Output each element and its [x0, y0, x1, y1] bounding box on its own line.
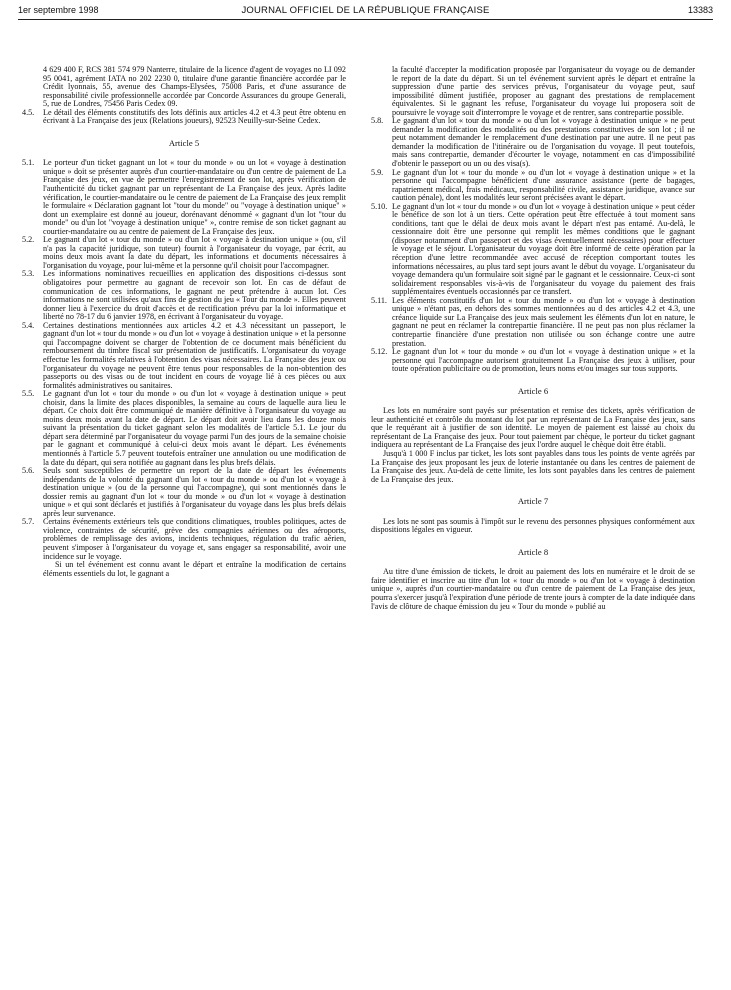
article-7-paragraph: Les lots ne sont pas soumis à l'impôt sur le revenu des personnes physiques conformément aux dispositions légales en vigueur.: [371, 516, 695, 535]
item-number: 5.1.: [22, 158, 35, 168]
header-rule: [18, 19, 713, 20]
article-5-11: [371, 297, 695, 348]
item-number: 5.9.: [371, 167, 384, 177]
page-header: [18, 5, 713, 19]
right-column: [371, 66, 695, 611]
article-6-title: Article 6: [517, 385, 549, 396]
item-text: Le gagnant d'un lot « tour du monde » ou d'un lot « voyage à destination unique » ne peut demander la modification des modalités ou des prestations constitutives de son lot ; il ne peut notamment demander le remplacement d'une destination par une autre. Il ne peut pas demander la modification de l'itinéraire ou de l'organisation du voyage. Il peut toutefois, mais sans contrepartie, demander d'écourter le voyage, notamment en cas d'impossibilité d'obtenir le passeport ou un ou des visa(s).: [392, 116, 695, 169]
article-5-7-continued: Si un tel événement est connu avant le départ et entraîne la modification de certains éléments essentiels du lot, le gagnant a: [43, 560, 346, 578]
item-text: Le gagnant d'un lot « tour du monde » ou d'un lot « voyage à destination unique » peut choisir, dans la limite des places disponibles, la semaine au cours de laquelle aura lieu le départ. Ce choix doit être communiqué de manière définitive à l'organisateur du voyage au moins deux mois avant la date de départ. Le départ doit avoir lieu dans les douze mois suivant la présentation du ticket gagnant selon les modalités de l'article 5.1. Le jour du départ sera déterminé par l'organisateur du voyage parmi l'un des jours de la semaine choisie par le gagnant et communiqué à celui-ci deux mois avant le départ. Les événements mentionnés à l'article 5.7 peuvent toutefois entraîner une annulation ou une modification de la date du départ, qui sera notifiée au gagnant dans les plus brefs délais.: [43, 389, 346, 467]
article-8-title: Article 8: [517, 546, 549, 557]
article-5-3: [22, 270, 346, 321]
item-number: 5.8.: [371, 116, 384, 126]
issue-date: 1er septembre 1998: [18, 5, 99, 15]
article-5-12: [371, 348, 695, 374]
article-5-10: [371, 203, 695, 297]
article-5-1: [22, 159, 346, 236]
item-text: Le gagnant d'un lot « tour du monde » ou d'un lot « voyage à destination unique » et la personne qui l'accompagne autorisent gratuitement La Française des jeux à utiliser, pour toute opération publicitaire ou de promotion, leurs noms et/ou images sur tous supports.: [392, 347, 695, 374]
item-number: 5.11.: [371, 295, 387, 305]
article-7-title: Article 7: [517, 496, 549, 507]
article-8-paragraph: Au titre d'une émission de tickets, le droit au paiement des lots en numéraire et le droit de se faire identifier et inscrire au titre d'un lot « tour du monde » ou d'un lot « voyage à destination unique », auprès d'un courtier-mandataire ou d'un centre de paiement de La Française des jeux, pourra s'exercer jusqu'à l'expiration d'une période de trente jours à compter de la date indiquée dans l'avis de clôture de chaque émission du jeu « Tour du monde » publié au: [371, 567, 695, 611]
item-text: Le gagnant d'un lot « tour du monde » ou d'un lot « voyage à destination unique » et la personne qui l'accompagne bénéficient d'une assurance assistance (perte de bagages, rapatriement médical, frais médicaux, responsabilité civile, assistance juridique, avance sur caution pénale), dont les modalités leur seront précisées avant le départ.: [392, 167, 695, 203]
article-5-4: [22, 322, 346, 390]
item-number: 5.3.: [22, 269, 35, 279]
item-number: 5.7.: [22, 517, 35, 527]
article-5-9: [371, 169, 695, 203]
item-number: 4.5.: [22, 107, 35, 117]
item-text: Seuls sont susceptibles de permettre un report de la date de départ les événements indépendants de la volonté du gagnant d'un lot « tour du monde » ou d'un lot « voyage à destination unique » (ou de la personne qui l'accompagne), qui sont mentionnés dans le dossier remis au gagnant d'un lot « tour du monde » ou d'un lot « voyage à destination unique » et qui sont déclarés et justifiés à l'organisateur du voyage dans les plus brefs délais après leur survenance.: [43, 466, 346, 518]
item-text: Le gagnant d'un lot « tour du monde » ou d'un lot « voyage à destination unique » (ou, s'il n'a pas la capacité juridique, son tuteur) fournit à l'organisateur du voyage, par écrit, au moins deux mois avant la date du départ, les informations et documents nécessaires à l'organisation du voyage, pour lui-même et la personne qu'il choisit pour l'accompagner.: [43, 235, 346, 270]
item-text: Le gagnant d'un lot « tour du monde » ou d'un lot « voyage à destination unique » peut céder le bénéfice de son lot à un tiers. Cette opération peut être effectuée à tout moment sans conditions, tant que le délai de deux mois avant le départ n'est pas entamé. Au-delà, le cessionnaire doit être une personne qui remplit les mêmes conditions que le gagnant (disposer notamment d'un passeport et des visas éventuellement nécessaires) pour effectuer le voyage et le séjour. L'organisateur du voyage doit être informé de cette opération par la réception d'une lettre recommandée avec accusé de réception comportant toutes les informations nécessaires, au plus tard sept jours avant le début du voyage. L'organisateur du voyage demandera qu'un formulaire soit signé par le gagnant et le cessionnaire. Ceux-ci sont solidairement responsables vis-à-vis de l'organisateur du voyage du paiement des frais supplémentaires éventuels occasionnés par ce transfert.: [392, 201, 695, 297]
item-number: 5.12.: [371, 347, 388, 357]
item-number: 5.2.: [22, 235, 35, 245]
article-5-6: [22, 467, 346, 518]
journal-title: JOURNAL OFFICIEL DE LA RÉPUBLIQUE FRANÇAISE: [241, 5, 490, 16]
article-5-5: [22, 390, 346, 467]
item-number: 5.6.: [22, 466, 35, 476]
item-number: 5.10.: [371, 201, 388, 211]
article-5-title: Article 5: [168, 137, 200, 148]
left-column: [22, 66, 346, 578]
item-number: 5.4.: [22, 320, 35, 330]
item-text: Certains événements extérieurs tels que conditions climatiques, troubles politiques, actes de violence, contraintes de sécurité, grève des compagnies aériennes ou des aéroports, problèmes de remplissage des avions, incidents techniques, régulation du trafic aérien, peuvent s'imposer à l'organisateur du voyage et, sans engager sa responsabilité, avoir une incidence sur le voyage.: [43, 517, 346, 561]
item-number: 5.5.: [22, 389, 35, 399]
article-5-7: [22, 518, 346, 561]
article-4-5: [22, 109, 346, 126]
item-text: Le détail des éléments constitutifs des lots définis aux articles 4.2 et 4.3 peut être obtenu en écrivant à La Française des jeux (Relations joueurs), 92523 Neuilly-sur-Seine Cedex.: [43, 107, 346, 126]
item-text: Les éléments constitutifs d'un lot « tour du monde » ou d'un lot « voyage à destination unique » n'étant pas, en dehors des sommes mentionnées au d des articles 4.2 et 4.3, une créance liquide sur La Française des jeux mais seulement les éléments d'un lot en nature, le gagnant ne peut en réclamer la contrepartie financière. Il ne peut pas non plus réclamer la contrepartie financière d'une prestation non utilisée ou son échange contre une autre prestation.: [392, 295, 695, 348]
page-number: 13383: [687, 5, 713, 15]
article-5-2: [22, 236, 346, 270]
article-6-paragraph-2: Jusqu'à 1 000 F inclus par ticket, les lots sont payables dans tous les points de vente agréés par La Française des jeux proposant les jeux de loterie instantanée ou dans les centres de paiement de La Française des jeux. Au-delà de cette limite, les lots sont payables dans les centres de paiement de La Française des jeux.: [371, 448, 695, 484]
article-6-paragraph-1: Les lots en numéraire sont payés sur présentation et remise des tickets, après vérification de leur authenticité et contrôle du montant du lot par un représentant de La Française des jeux, sans que le requérant ait à justifier de son identité. Le moyen de paiement est laissé au choix du représentant de La Française des jeux. Pour tout paiement par chèque, le porteur du ticket gagnant indiquera au représentant de La Française des jeux l'ordre auquel le chèque doit être établi.: [371, 406, 695, 450]
item-text: Certaines destinations mentionnées aux articles 4.2 et 4.3 nécessitant un passeport, le gagnant d'un lot « tour du monde » ou d'un lot « voyage à destination unique » et la personne qui l'accompagne doivent se charger de l'obtention de ce document mais bénéficient du remboursement du timbre fiscal sur présentation de justificatifs. L'organisateur du voyage effectue les formalités relatives à l'obtention des visas nécessaires. La Française des jeux ou l'organisateur du voyage ne peuvent être tenus pour responsables de la non-obtention des passeports ou des visas ou de tout incident en cours de voyage lié à ces pièces ou aux formalités administratives ou sanitaires.: [43, 320, 346, 390]
item-text: Le porteur d'un ticket gagnant un lot « tour du monde » ou un lot « voyage à destination unique » doit se présenter auprès d'un courtier-mandataire ou d'un centre de paiement de La Française des jeux, en vue de permettre l'enregistrement de son lot, après vérification de l'authenticité du ticket gagnant par un représentant de La Française des jeux. Après ladite vérification, le courtier-mandataire ou le centre de paiement de La Française des jeux remplit le formulaire « Déclaration gagnant lot "tour du monde" ou "voyage à destination unique" » dont un exemplaire est donné au joueur, dorénavant dénommé « gagnant d'un lot "tour du monde" ou d'un lot "voyage à destination unique" », contre remise de son ticket gagnant au courtier-mandataire ou au centre de paiement de La Française des jeux.: [43, 158, 346, 236]
article-5-8: [371, 117, 695, 168]
item-text: Les informations nominatives recueillies en application des dispositions ci-dessus sont obligatoires pour permettre au gagnant de recevoir son lot. En cas de défaut de communication de ces informations, le gagnant ne peut prétendre à aucun lot. Ces informations ne sont utilisées qu'aux fins de gestion du jeu « Tour du monde ». Elles peuvent donner lieu à l'exercice du droit d'accès et de rectification prévu par la loi informatique et liberté no 78-17 du 6 janvier 1978, en écrivant à l'organisateur du voyage.: [43, 269, 346, 322]
intro-paragraph: 4 629 400 F, RCS 381 574 979 Nanterre, titulaire de la licence d'agent de voyages no LI 092 95 0041, agrément IATA no 202 2230 0, titulaire d'une garantie financière accordée par le Crédit lyonnais, 55, avenue des Champs-Elysées, 75008 Paris, et d'une assurance de responsabilité civile professionnelle accordée par Concorde Assurances du groupe Generali, 5, rue de Londres, 75456 Paris Cedex 09.: [43, 65, 346, 109]
article-5-7-end: la faculté d'accepter la modification proposée par l'organisateur du voyage ou de demander le report de la date du départ. Si un tel événement survient après le départ et entraîne la suppression d'une partie des services prévus, l'organisateur du voyage peut, sauf impossibilité dûment justifiée, proposer au gagnant des prestations de remplacement équivalentes. Si le gagnant les refuse, l'organisateur du voyage lui proposera soit de poursuivre le voyage soit d'interrompre le voyage et de rentrer, sans contrepartie possible.: [392, 65, 695, 117]
